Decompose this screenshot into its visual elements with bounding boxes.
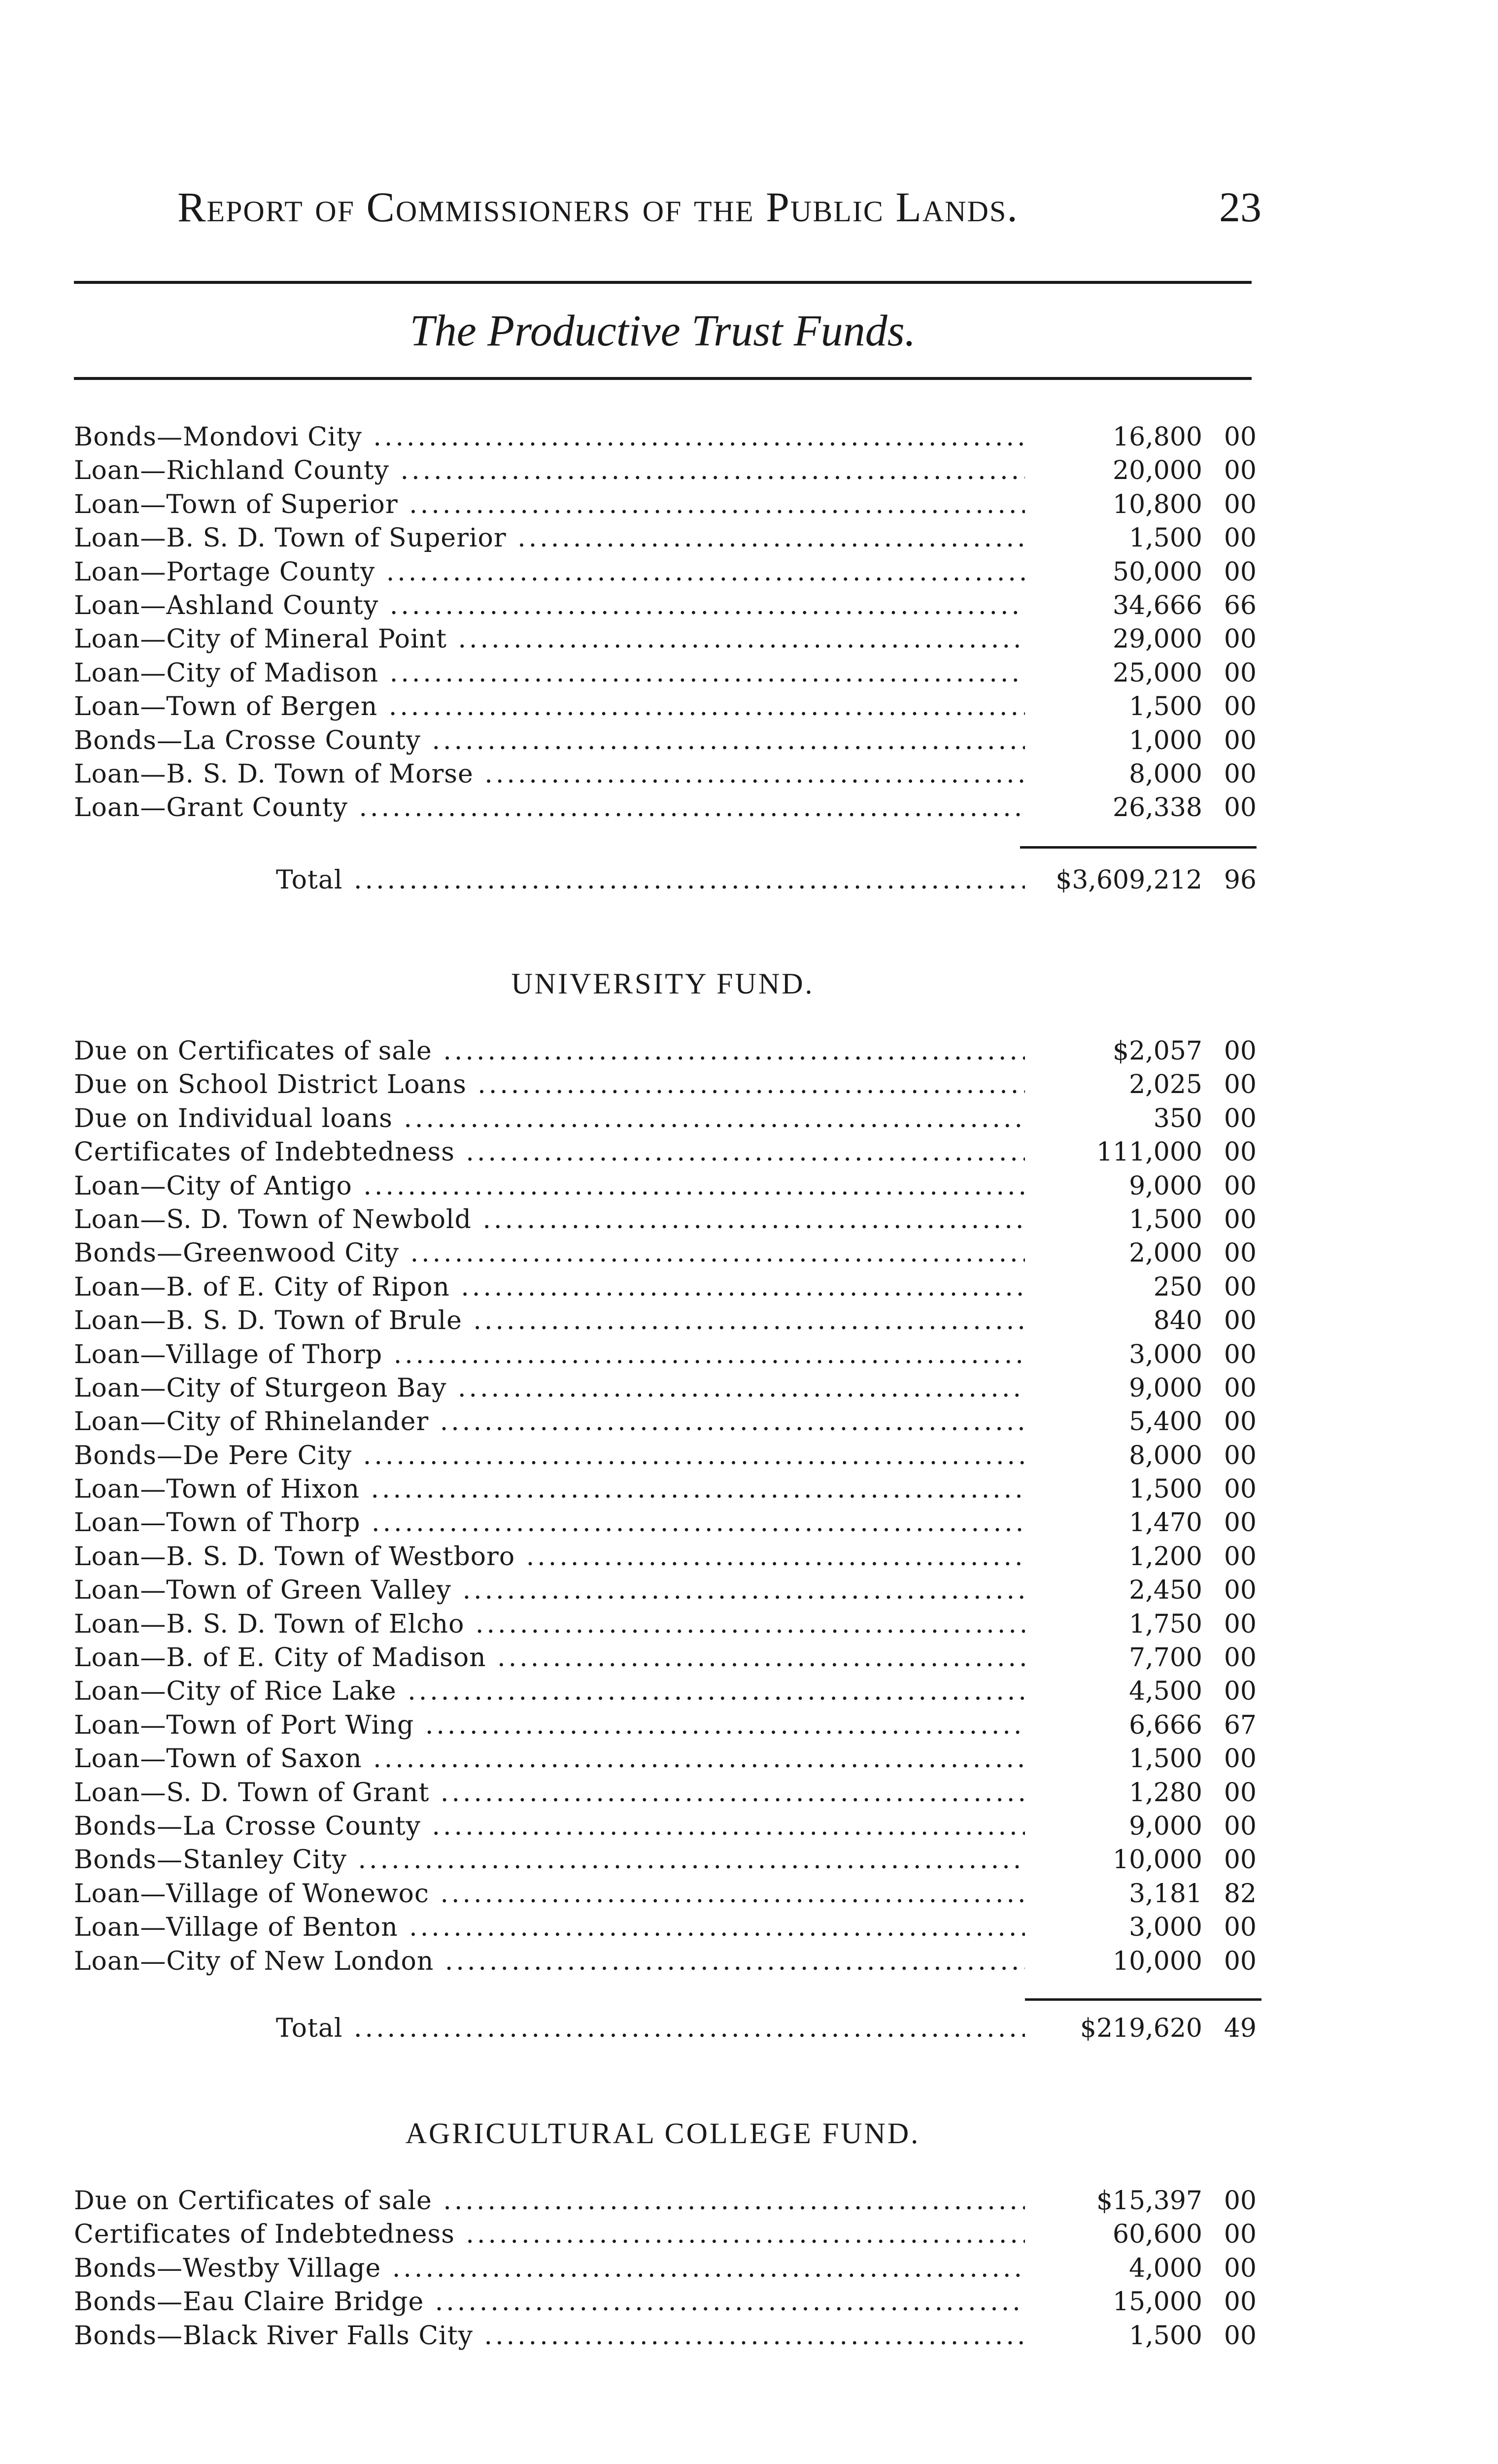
entry-cents: 00 <box>1224 1811 1257 1841</box>
entry-label: Loan—City of New London ..... <box>74 1945 1025 1978</box>
entry-label: Due on Certificates of sale ..... <box>74 1034 1025 1068</box>
productive-trust-funds-list <box>74 420 1257 825</box>
entry-cents: 00 <box>1224 1778 1257 1808</box>
entry-label: Loan—B. S. D. Town of Westboro ..... <box>74 1540 1025 1574</box>
list-item <box>74 2184 1257 2218</box>
entry-dollars: 60,600 <box>1113 2220 1202 2250</box>
entry-label: Loan—City of Rhinelander ..... <box>74 1405 1025 1438</box>
entry-dollars: 5,400 <box>1129 1407 1202 1437</box>
entry-cents: 00 <box>1224 1407 1257 1437</box>
entry-dollars: 3,181 <box>1129 1879 1202 1909</box>
entry-label: Certificates of Indebtedness ..... <box>74 1135 1025 1169</box>
entry-label: Loan—City of Mineral Point ..... <box>74 622 1025 656</box>
entry-label: Loan—B. S. D. Town of Brule ..... <box>74 1304 1025 1337</box>
entry-dollars: 20,000 <box>1113 456 1202 486</box>
list-item <box>74 1270 1257 1304</box>
entry-cents: 00 <box>1224 1306 1257 1336</box>
list-item <box>74 2319 1257 2353</box>
entry-dollars: 4,500 <box>1129 1677 1202 1707</box>
entry-label: Loan—Town of Hixon ..... <box>74 1472 1025 1506</box>
entry-label: Loan—Village of Benton ..... <box>74 1911 1025 1944</box>
list-item <box>74 622 1257 656</box>
list-item <box>74 1877 1257 1911</box>
entry-cents: 00 <box>1224 1744 1257 1774</box>
entry-cents: 67 <box>1224 1710 1257 1740</box>
list-item <box>74 1506 1257 1540</box>
entry-dollars: 3,000 <box>1129 1339 1202 1369</box>
entry-dollars: 10,000 <box>1113 1946 1202 1976</box>
entry-cents: 00 <box>1224 2287 1257 2317</box>
entry-dollars: 111,000 <box>1096 1137 1202 1167</box>
entry-cents: 00 <box>1224 1845 1257 1875</box>
running-title: Report of Commissioners of the Public Lands. <box>177 183 1019 231</box>
entry-cents: 00 <box>1224 1575 1257 1606</box>
list-item <box>74 1034 1257 1068</box>
entry-dollars: 350 <box>1153 1103 1202 1133</box>
entry-cents: 00 <box>1224 456 1257 486</box>
list-item <box>74 791 1257 824</box>
list-item <box>74 1338 1257 1371</box>
entry-dollars: 8,000 <box>1129 759 1202 789</box>
entry-label: Loan—Village of Wonewoc ..... <box>74 1877 1025 1911</box>
entry-cents: 00 <box>1224 1677 1257 1707</box>
entry-label: Loan—City of Madison ..... <box>74 656 1025 690</box>
total-dollars: $3,609,212 <box>1055 865 1202 895</box>
entry-dollars: 250 <box>1153 1272 1202 1302</box>
entry-label: Bonds—La Crosse County ..... <box>74 1810 1025 1843</box>
entry-label: Loan—Town of Thorp ..... <box>74 1506 1025 1540</box>
entry-dollars: 4,000 <box>1129 2253 1202 2283</box>
list-item <box>74 1472 1257 1506</box>
entry-label: Loan—B. S. D. Town of Elcho ..... <box>74 1608 1025 1641</box>
entry-cents: 00 <box>1224 422 1257 452</box>
entry-label: Bonds—Greenwood City ..... <box>74 1236 1025 1270</box>
entry-cents: 00 <box>1224 2186 1257 2216</box>
entry-label: Loan—S. D. Town of Newbold ..... <box>74 1203 1025 1236</box>
list-item <box>74 1675 1257 1708</box>
entry-dollars: 1,500 <box>1129 523 1202 553</box>
entry-label: Bonds—Black River Falls City ..... <box>74 2319 1025 2353</box>
entry-cents: 00 <box>1224 1204 1257 1234</box>
entry-label: Certificates of Indebtedness ..... <box>74 2218 1025 2251</box>
entry-dollars: 16,800 <box>1113 422 1202 452</box>
entry-dollars: 29,000 <box>1113 624 1202 654</box>
entry-label: Loan—Town of Saxon ..... <box>74 1742 1025 1776</box>
entry-cents: 00 <box>1224 1440 1257 1471</box>
entry-dollars: 9,000 <box>1129 1373 1202 1403</box>
entry-cents: 00 <box>1224 658 1257 688</box>
section-title-productive-trust-funds: The Productive Trust Funds. <box>409 307 916 355</box>
entry-cents: 00 <box>1224 1609 1257 1639</box>
entry-label: Bonds—Westby Village ..... <box>74 2252 1025 2285</box>
total-dollars: $219,620 <box>1080 2014 1202 2043</box>
entry-dollars: 6,666 <box>1129 1710 1202 1740</box>
list-item <box>74 1405 1257 1438</box>
list-item <box>74 1911 1257 1944</box>
entry-label: Due on Individual loans ..... <box>74 1102 1025 1135</box>
list-item <box>74 1371 1257 1405</box>
entry-dollars: 9,000 <box>1129 1811 1202 1841</box>
entry-dollars: 1,000 <box>1129 725 1202 755</box>
entry-label: Loan—Richland County ..... <box>74 454 1025 487</box>
university-fund-list <box>74 1034 1257 1978</box>
entry-label: Loan—Village of Thorp ..... <box>74 1338 1025 1371</box>
entry-cents: 00 <box>1224 1373 1257 1403</box>
list-item <box>74 1102 1257 1135</box>
entry-dollars: 9,000 <box>1129 1171 1202 1201</box>
entry-label: Bonds—La Crosse County ..... <box>74 724 1025 757</box>
entry-dollars: 10,800 <box>1113 489 1202 519</box>
entry-dollars: 2,025 <box>1129 1070 1202 1100</box>
entry-dollars: $2,057 <box>1113 1036 1202 1066</box>
entry-cents: 00 <box>1224 692 1257 722</box>
list-item <box>74 589 1257 622</box>
header-rule-bottom <box>74 377 1252 380</box>
entry-cents: 00 <box>1224 489 1257 519</box>
entry-cents: 00 <box>1224 1541 1257 1572</box>
entry-cents: 66 <box>1224 590 1257 620</box>
agricultural-college-fund-list <box>74 2184 1257 2353</box>
entry-dollars: 15,000 <box>1113 2287 1202 2317</box>
entry-dollars: 2,000 <box>1129 1238 1202 1268</box>
total-label: Total ..... <box>276 2012 1025 2045</box>
entry-label: Loan—City of Antigo ..... <box>74 1169 1025 1203</box>
entry-label: Loan—Town of Bergen ..... <box>74 690 1025 723</box>
entry-dollars: 2,450 <box>1129 1575 1202 1606</box>
entry-dollars: $15,397 <box>1096 2186 1202 2216</box>
entry-label: Loan—B. S. D. Town of Superior ..... <box>74 521 1025 555</box>
total-rule <box>1025 1998 1261 2001</box>
list-item <box>74 1843 1257 1877</box>
page-header <box>177 182 1261 237</box>
list-item <box>74 2252 1257 2285</box>
entry-cents: 00 <box>1224 1643 1257 1673</box>
entry-cents: 00 <box>1224 725 1257 755</box>
entry-dollars: 1,750 <box>1129 1609 1202 1639</box>
entry-dollars: 34,666 <box>1113 590 1202 620</box>
list-item <box>74 488 1257 521</box>
entry-cents: 00 <box>1224 1508 1257 1538</box>
entry-dollars: 1,470 <box>1129 1508 1202 1538</box>
total-label: Total ..... <box>276 863 1025 897</box>
entry-dollars: 7,700 <box>1129 1643 1202 1673</box>
entry-label: Loan—Grant County ..... <box>74 791 1025 824</box>
entry-dollars: 10,000 <box>1113 1845 1202 1875</box>
entry-dollars: 840 <box>1153 1306 1202 1336</box>
entry-label: Loan—Town of Superior ..... <box>74 488 1025 521</box>
page-number: 23 <box>1219 183 1261 231</box>
entry-dollars: 1,500 <box>1129 2321 1202 2351</box>
entry-label: Due on School District Loans ..... <box>74 1068 1025 1101</box>
entry-cents: 00 <box>1224 523 1257 553</box>
list-item <box>74 1776 1257 1810</box>
list-item <box>74 1236 1257 1270</box>
entry-cents: 00 <box>1224 1272 1257 1302</box>
total-row-university-fund <box>74 2012 1257 2045</box>
entry-cents: 00 <box>1224 1339 1257 1369</box>
entry-cents: 00 <box>1224 2321 1257 2351</box>
entry-label: Loan—Ashland County ..... <box>74 589 1025 622</box>
entry-label: Loan—S. D. Town of Grant ..... <box>74 1776 1025 1810</box>
entry-cents: 00 <box>1224 1474 1257 1505</box>
list-item <box>74 1608 1257 1641</box>
entry-cents: 00 <box>1224 793 1257 823</box>
entry-cents: 82 <box>1224 1879 1257 1909</box>
section-title-university-fund: UNIVERSITY FUND. <box>511 967 815 1000</box>
entry-cents: 00 <box>1224 1913 1257 1943</box>
list-item <box>74 690 1257 723</box>
entry-label: Loan—B. of E. City of Madison ..... <box>74 1641 1025 1675</box>
entry-cents: 00 <box>1224 1036 1257 1066</box>
entry-label: Loan—Portage County ..... <box>74 555 1025 589</box>
entry-dollars: 8,000 <box>1129 1440 1202 1471</box>
entry-label: Bonds—Mondovi City ..... <box>74 420 1025 454</box>
list-item <box>74 1945 1257 1978</box>
entry-label: Loan—Town of Port Wing ..... <box>74 1709 1025 1742</box>
list-item <box>74 1540 1257 1574</box>
entry-cents: 00 <box>1224 1946 1257 1976</box>
entry-cents: 00 <box>1224 2220 1257 2250</box>
entry-label: Loan—Town of Green Valley ..... <box>74 1574 1025 1607</box>
entry-dollars: 1,500 <box>1129 1474 1202 1505</box>
entry-label: Loan—City of Sturgeon Bay ..... <box>74 1371 1025 1405</box>
entry-label: Loan—City of Rice Lake ..... <box>74 1675 1025 1708</box>
section-title-agricultural-college-fund: AGRICULTURAL COLLEGE FUND. <box>405 2117 920 2150</box>
list-item <box>74 454 1257 487</box>
entry-dollars: 1,200 <box>1129 1541 1202 1572</box>
entry-dollars: 1,500 <box>1129 1204 1202 1234</box>
list-item <box>74 2218 1257 2251</box>
total-cents: 49 <box>1224 2014 1257 2043</box>
entry-dollars: 1,280 <box>1129 1778 1202 1808</box>
entry-cents: 00 <box>1224 1103 1257 1133</box>
entry-dollars: 26,338 <box>1113 793 1202 823</box>
list-item <box>74 1169 1257 1203</box>
entry-label: Due on Certificates of sale ..... <box>74 2184 1025 2218</box>
list-item <box>74 420 1257 454</box>
total-cents: 96 <box>1224 865 1257 895</box>
list-item <box>74 555 1257 589</box>
list-item <box>74 1068 1257 1101</box>
entry-dollars: 25,000 <box>1113 658 1202 688</box>
entry-dollars: 50,000 <box>1113 557 1202 587</box>
list-item <box>74 1203 1257 1236</box>
total-row-productive-trust-funds <box>74 863 1257 897</box>
list-item <box>74 521 1257 555</box>
entry-cents: 00 <box>1224 759 1257 789</box>
header-rule-top <box>74 281 1252 284</box>
entry-cents: 00 <box>1224 1070 1257 1100</box>
list-item <box>74 1641 1257 1675</box>
entry-cents: 00 <box>1224 1238 1257 1268</box>
entry-label: Bonds—Eau Claire Bridge ..... <box>74 2285 1025 2319</box>
list-item <box>74 724 1257 757</box>
list-item <box>74 1439 1257 1472</box>
entry-dollars: 1,500 <box>1129 692 1202 722</box>
entry-cents: 00 <box>1224 624 1257 654</box>
entry-cents: 00 <box>1224 1137 1257 1167</box>
entry-label: Bonds—Stanley City ..... <box>74 1843 1025 1877</box>
entry-cents: 00 <box>1224 557 1257 587</box>
list-item <box>74 1742 1257 1776</box>
list-item <box>74 1810 1257 1843</box>
total-rule <box>1020 846 1257 849</box>
entry-label: Bonds—De Pere City ..... <box>74 1439 1025 1472</box>
list-item <box>74 1135 1257 1169</box>
list-item <box>74 656 1257 690</box>
entry-label: Loan—B. of E. City of Ripon ..... <box>74 1270 1025 1304</box>
entry-dollars: 3,000 <box>1129 1913 1202 1943</box>
list-item <box>74 1304 1257 1337</box>
entry-cents: 00 <box>1224 1171 1257 1201</box>
list-item <box>74 1574 1257 1607</box>
entry-dollars: 1,500 <box>1129 1744 1202 1774</box>
list-item <box>74 757 1257 791</box>
list-item <box>74 1709 1257 1742</box>
entry-cents: 00 <box>1224 2253 1257 2283</box>
list-item <box>74 2285 1257 2319</box>
entry-label: Loan—B. S. D. Town of Morse ..... <box>74 757 1025 791</box>
